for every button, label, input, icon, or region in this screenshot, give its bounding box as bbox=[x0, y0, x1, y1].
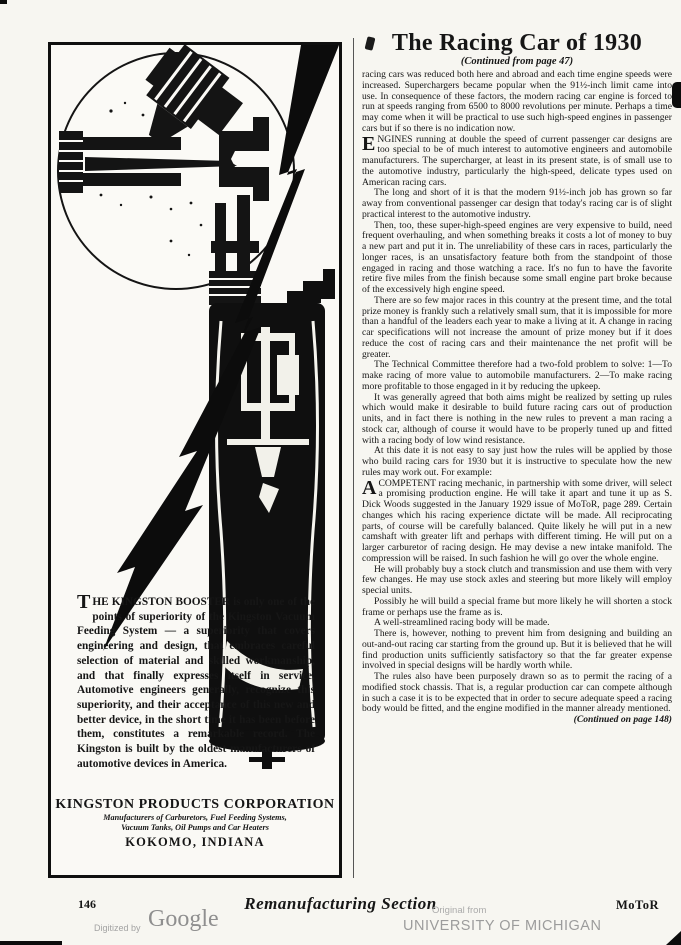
article-column bbox=[362, 30, 672, 726]
company-tagline-1: Manufacturers of Carburetors, Fuel Feeding Systems, bbox=[103, 813, 287, 822]
scan-artifact bbox=[666, 931, 681, 945]
dropcap-letter: A bbox=[362, 476, 377, 499]
article-paragraph: The Technical Committee therefore had a two-fold problem to solve: 1—To make racing of more value to automobile manufacturers. 2—To make racing more profitable to those engaged in it by reducing the upkeep. bbox=[362, 359, 672, 392]
scan-artifact bbox=[0, 0, 7, 4]
article-paragraph: ENGINES running at double the speed of current passenger car designs are too special to be of much interest to automotive engineers and automobile manufacturers. The supercharger, at least in its present state, is of small use to the automotive industry, particularly the high-speed, delicate types used on American racing cars. bbox=[362, 132, 672, 188]
article-title: The Racing Car of 1930 bbox=[391, 30, 643, 56]
ad-company-block bbox=[51, 797, 339, 850]
ad-body-text bbox=[77, 591, 315, 771]
dropcap-letter: E bbox=[362, 132, 376, 155]
article-paragraph: The rules also have been purposely drawn so as to permit the racing of a modified stock chassis. That is, a regular production car can compete although in such a case it is to be expected that in order to secure adequate speed a racing body would be fitted, and the engine modified in the manner already mentioned. (Continued on page 148) bbox=[362, 671, 672, 725]
section-title: Remanufacturing Section bbox=[244, 894, 437, 913]
company-tagline-2: Vacuum Tanks, Oil Pumps and Car Heaters bbox=[121, 822, 269, 832]
magazine-name: MoToR bbox=[616, 898, 660, 912]
institution-name: UNIVERSITY OF MICHIGAN bbox=[403, 918, 602, 934]
article-paragraph: ACOMPETENT racing mechanic, in partnership with some driver, will select a promising production engine. He will take it apart and tune it up as S. Dick Woods suggested in the January 1929 issue of MoToR, page 289. Certain changes which his racing experience dictate will be made. All reciprocating parts, of course will be carefully balanced. Quite likely he will put in a new camshaft with greater lift and perhaps with different timing. He will put on a larger carburetor of racing design. He may devise a new intake manifold. The compression will be raised. In such fashion he will go over the whole engine. bbox=[362, 476, 672, 564]
column-divider-rule bbox=[353, 38, 354, 878]
article-paragraph: At this date it is not easy to say just how the rules will be applied by those who build racing cars for 1930 but it is instructive to speculate how the new rules may work out. For example: bbox=[362, 445, 672, 478]
article-paragraph: A well-streamlined racing body will be made. bbox=[374, 617, 550, 629]
company-city: KOKOMO, INDIANA bbox=[125, 835, 265, 850]
article-paragraph: There are so few major races in this country at the present time, and the total prize money is frankly such a relatively small sum, that it is impossible for more than a handful of the leaders each year to make a living at it. A change in racing car specifications will not increase the amount of prize money but if it does reduce the cost of racing cars and their maintenance the net profit will be greater. bbox=[362, 294, 672, 360]
ad-lead-text: HE KINGSTON BOOSTER bbox=[92, 596, 231, 608]
original-from-label: Original from bbox=[432, 905, 487, 916]
ad-dropcap: T bbox=[77, 591, 91, 613]
article-paragraph: Possibly he will build a special frame but more likely he will shorten a stock frame or perhaps use the frame as is. bbox=[362, 595, 672, 618]
article-paragraph: Then, too, these super-high-speed engines are very expensive to build, need frequent overhauling, and when something breaks it costs a lot of money to buy a new part and put it in. The unreliability of these cars in races, particularly the longer races, is an unsatisfactory feature both from the standpoint of those engaged in racing and those watching a race. It's no fun to have the favorite retire five miles from the finish because some small engine part broke because of the excessively high engine speed. bbox=[362, 219, 672, 295]
article-paragraph: racing cars was reduced both here and abroad and each time engine speeds were increased. Superchargers became popular when the 91½-inch limit came into use. In consequence of these factors, the modern racing car engine is forced to run at speeds ranging from 6500 to 8000 revolutions per minute. Perhaps a time may come when it will be practical to use such high-speed engines in passenger cars but if so there is no indication now. bbox=[362, 69, 672, 134]
article-paragraph: The long and short of it is that the modern 91½-inch job has grown so far away from conventional passenger car design that today's racing car is of slight practical interest to the automotive industry. bbox=[362, 187, 672, 220]
kingston-ad bbox=[48, 42, 342, 878]
digitized-by-label: Digitized by bbox=[94, 923, 141, 933]
article-paragraph: It was generally agreed that both aims might be realized by setting up rules which would make it desirable to build future racing cars out of production units, and in fact there is nothing in the new rules to prevent a man racing a stock car, although of course it would have to be properly tuned up and fitted with a racing body of low wind resistance. bbox=[362, 391, 672, 446]
article-paragraph: There is, however, nothing to prevent him from designing and building an out-and-out racing car starting from the ground up. But it is believed that he will find production units sufficiently satisfactory so that the far greater expense involved in special designs will be hardly worth while. bbox=[362, 628, 672, 672]
scan-artifact bbox=[672, 82, 681, 108]
continued-from-note: (Continued from page 47) bbox=[460, 56, 574, 67]
continued-on-note: (Continued on page 148) bbox=[573, 714, 672, 725]
ad-rest-text: is only one of the points of superiority of the Kingston Vacuum Feeding System — a superiority that covers engineering and design, that embraces careful selection of material and skilled workmanship, and that finally expresses itself in service. Automotive engineers generally, recognize this superiority, and their acceptance of this new and better device, in the short time it has been before them, constitutes a remarkable record. The Kingston is built by the oldest manufacturers of automotive devices in America. bbox=[77, 596, 315, 770]
company-name: KINGSTON PRODUCTS CORPORATION bbox=[55, 797, 335, 812]
scan-artifact bbox=[0, 941, 62, 945]
google-logo: Google bbox=[148, 906, 219, 932]
page-number: 146 bbox=[78, 897, 96, 911]
article-paragraph: He will probably buy a stock clutch and transmission and use them with very few changes. He may use stock axles and steering but more likely will employ special units. bbox=[362, 563, 672, 596]
